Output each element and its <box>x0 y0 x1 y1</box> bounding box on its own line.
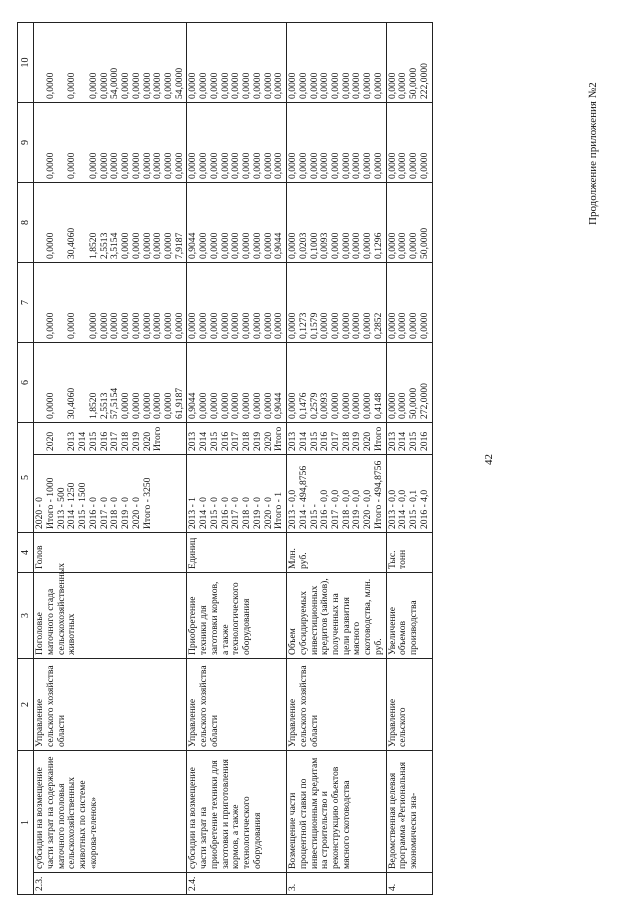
row-unit: Млн. руб. <box>287 533 387 573</box>
row-col-10: 0,0000 0,0000 0,0000 0,0000 0,0000 0,0000 0,0000 0,0000 0,0000 <box>187 23 287 103</box>
row-col-8: 0,9044 0,0000 0,0000 0,0000 0,0000 0,0000 0,0000 0,0000 0,9044 <box>187 183 287 263</box>
header-col-3: 3 <box>18 573 34 659</box>
row-number: 2.3. <box>34 873 187 895</box>
row-col-8: 0,0000 0,0000 0,0000 50,0000 <box>386 183 432 263</box>
row-col-6: 0,0000 0,0000 50,0000 272,0000 <box>386 343 432 423</box>
row-years: 2013 2014 2015 2016 2017 2018 2019 2020 Итого <box>287 423 387 455</box>
program-table <box>17 22 433 895</box>
row-executor: Управление сельского хозяйства области <box>287 659 387 751</box>
row-col-10: 0,0000 0,0000 0,0000 0,0000 0,0000 0,0000 0,0000 0,0000 0,0000 <box>287 23 387 103</box>
row-col-8: 0,0000 30,4060 1,8520 2,5513 3,5154 0,0000 0,0000 0,0000 0,0000 0,0000 7,9187 <box>34 183 187 263</box>
row-values: 2013 - 0,0 2014 - 0,0 2015 - 0,1 2016 - 4,0 <box>386 455 432 533</box>
table-row <box>287 23 387 895</box>
row-name: субсидии на возмещение части затрат на содержание маточного поголовья сельскохозяйственных животных по системе «корова-теленок» <box>34 751 187 873</box>
header-col-1: 1 <box>18 751 34 895</box>
row-col-7: 0,0000 0,0000 0,0000 0,0000 <box>386 263 432 343</box>
header-col-6: 6 <box>18 343 34 423</box>
row-col-7: 0,0000 0,0000 0,0000 0,0000 0,0000 0,0000 0,0000 0,0000 0,0000 <box>187 263 287 343</box>
row-executor: Управление сельского хозяйства области <box>34 659 187 751</box>
row-col-7: 0,0000 0,0000 0,0000 0,0000 0,0000 0,0000 0,0000 0,0000 0,0000 0,0000 0,0000 <box>34 263 187 343</box>
row-col-6: 0,0000 0,1476 0,2579 0,0093 0,0000 0,0000 0,0000 0,0000 0,4148 <box>287 343 387 423</box>
row-col-9: 0,0000 0,0000 0,0000 0,0000 <box>386 103 432 183</box>
row-years: 2013 2014 2015 2016 2017 2018 2019 2020 Итого <box>187 423 287 455</box>
row-years: 2013 2014 2015 2016 <box>386 423 432 455</box>
row-values: 2020 - 0 Итого - 1000 2013 - 500 2014 - 1250 2015 - 1500 2016 - 0 2017 - 0 2018 - 0 2019 - 0 2020 - 0 Итого - 3250 <box>34 455 187 533</box>
header-col-2: 2 <box>18 659 34 751</box>
appendix-caption: Продолжение приложения №2 <box>587 82 599 225</box>
row-col-8: 0,0000 0,0203 0,1000 0,0093 0,0000 0,0000 0,0000 0,0000 0,1296 <box>287 183 387 263</box>
row-name: субсидии на возмещение части затрат на приобретение техники для заготовки и приготовления кормов, а также технологического оборудования <box>187 751 287 873</box>
row-values: 2013 - 1 2014 - 0 2015 - 0 2016 - 0 2017 - 0 2018 - 0 2019 - 0 2020 - 0 Итого - 1 <box>187 455 287 533</box>
row-name: Ведомственная целевая программа «Региональная экономически зна- <box>386 751 432 873</box>
row-values: 2013 - 0,0 2014 - 494,8756 2015 - 2016 - 0,0 2017 - 0,0 2018 - 0,0 2019 - 0,0 2020 - 0,0 Итого - 494,8756 <box>287 455 387 533</box>
row-indicator: Поголовье маточного стада сельскохозяйственных животных <box>34 573 187 659</box>
header-row <box>18 23 34 895</box>
header-col-4: 4 <box>18 533 34 573</box>
row-unit: Голов <box>34 533 187 573</box>
row-executor: Управление сельского <box>386 659 432 751</box>
row-indicator: Приобретение техники для заготовки кормов, а также технологического оборудования <box>187 573 287 659</box>
row-col-10: 0,0000 0,0000 50,0000 222,0000 <box>386 23 432 103</box>
table-row <box>386 23 432 895</box>
row-number: 4. <box>386 873 432 895</box>
row-col-9: 0,0000 0,0000 0,0000 0,0000 0,0000 0,0000 0,0000 0,0000 0,0000 <box>187 103 287 183</box>
row-indicator: Увеличение объемов производства <box>386 573 432 659</box>
header-col-5: 5 <box>18 423 34 533</box>
row-col-6: 0,0000 30,4060 1,8520 2,5513 57,5154 0,0000 0,0000 0,0000 0,0000 0,0000 61,9187 <box>34 343 187 423</box>
row-name: Возмещение части процентной ставки по инвестиционным кредитам на строительство и реконструкцию объектов мясного скотоводства <box>287 751 387 873</box>
header-col-10: 10 <box>18 23 34 103</box>
row-col-6: 0,9044 0,0000 0,0000 0,0000 0,0000 0,0000 0,0000 0,0000 0,9044 <box>187 343 287 423</box>
row-number: 3. <box>287 873 387 895</box>
row-unit: Единиц <box>187 533 287 573</box>
row-col-9: 0,0000 0,0000 0,0000 0,0000 0,0000 0,0000 0,0000 0,0000 0,0000 <box>287 103 387 183</box>
row-executor: Управление сельского хозяйства области <box>187 659 287 751</box>
page-number: 42 <box>483 454 495 465</box>
row-indicator: Объем субсидируемых инвестиционных кредитов (займов), полученных на цели развития мясного скотоводства, млн. руб. <box>287 573 387 659</box>
row-col-7: 0,0000 0,1273 0,1579 0,0000 0,0000 0,0000 0,0000 0,0000 0,2852 <box>287 263 387 343</box>
header-col-8: 8 <box>18 183 34 263</box>
row-years: 2020 2013 2014 2015 2016 2017 2018 2019 2020 Итого <box>34 423 187 455</box>
row-number: 2.4. <box>187 873 287 895</box>
row-unit: Тыс. тонн <box>386 533 432 573</box>
table-row <box>187 23 287 895</box>
row-col-9: 0,0000 0,0000 0,0000 0,0000 0,0000 0,0000 0,0000 0,0000 0,0000 0,0000 0,0000 <box>34 103 187 183</box>
table-row <box>34 23 187 895</box>
row-col-10: 0,0000 0,0000 0,0000 0,0000 54,0000 0,0000 0,0000 0,0000 0,0000 0,0000 54,0000 <box>34 23 187 103</box>
header-col-7: 7 <box>18 263 34 343</box>
header-col-9: 9 <box>18 103 34 183</box>
